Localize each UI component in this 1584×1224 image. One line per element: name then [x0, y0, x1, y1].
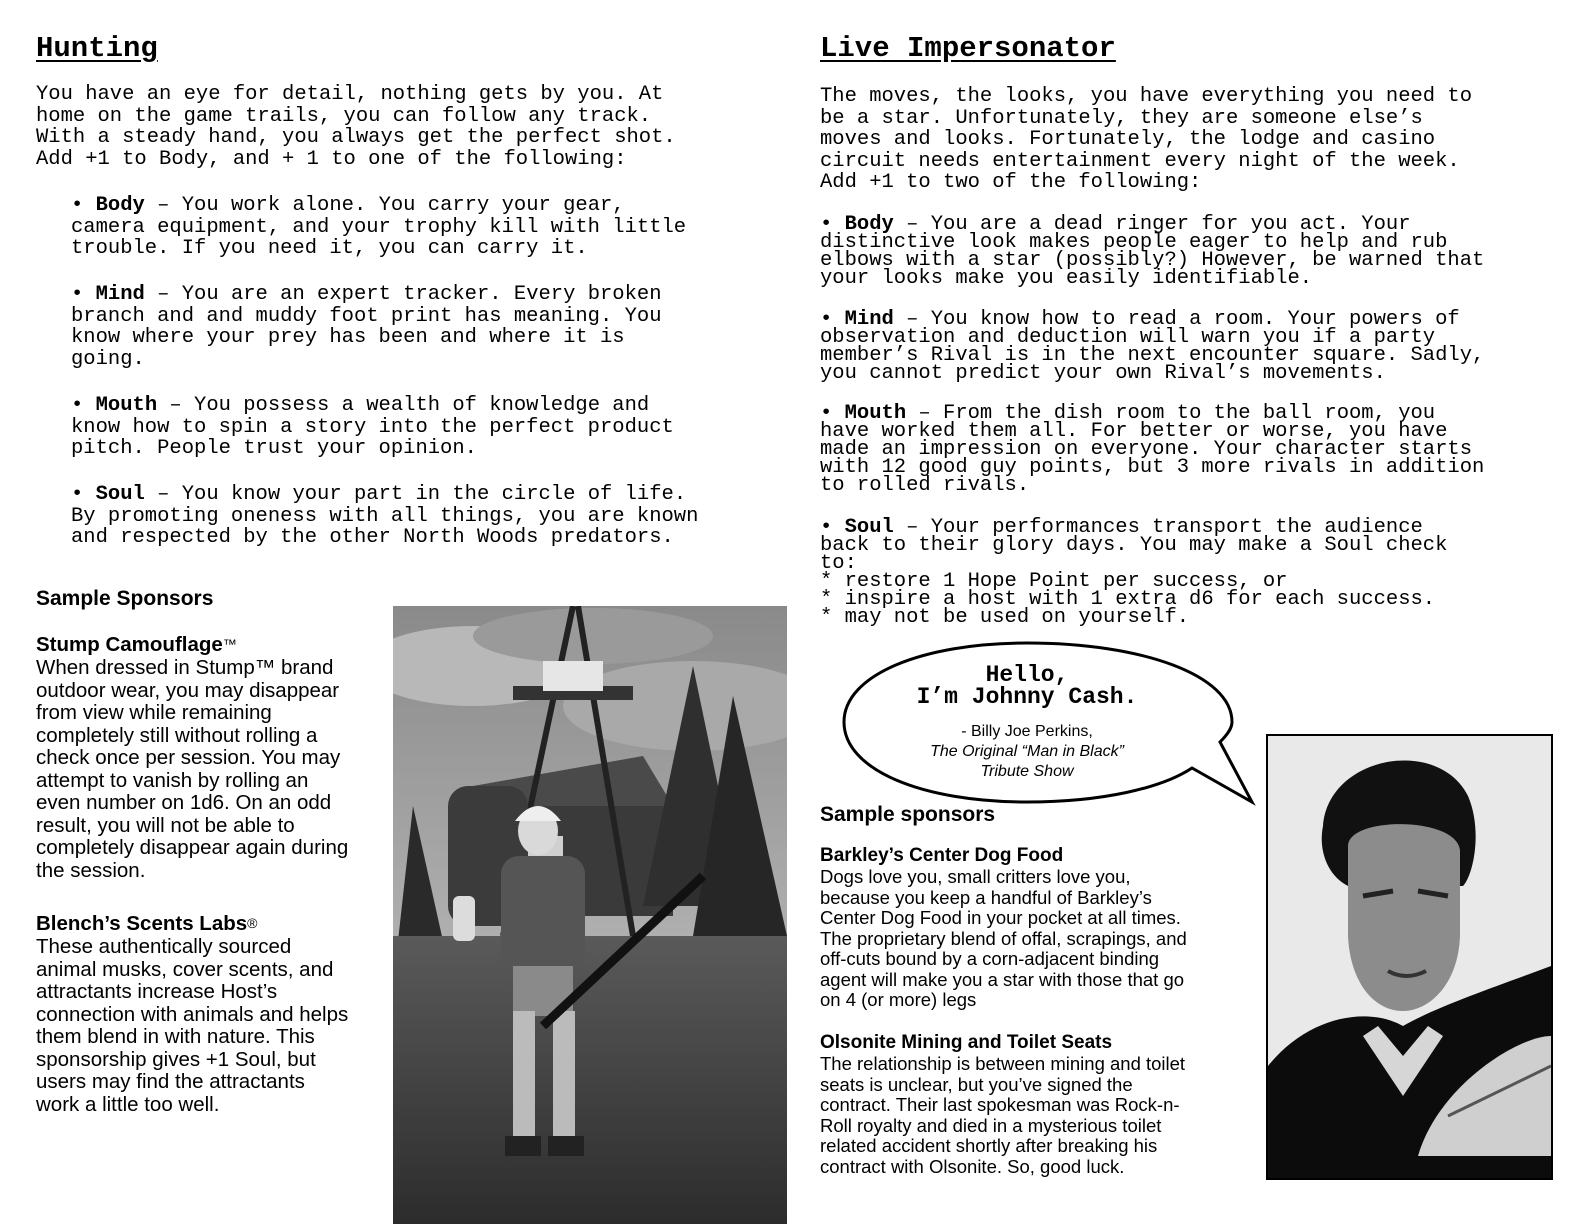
bullet-dash: –	[906, 402, 944, 425]
bullet-text: You are a dead ringer for you act. Your distinctive look makes people eager to help and rub elbows with a star (possibly?) However, be warned that your looks make you easily identifiable.	[820, 213, 1485, 290]
hunting-bullet-mouth: • Mouth – You possess a wealth of knowledge and know how to spin a story into the perfect product pitch. People trust your opinion.	[71, 394, 674, 460]
sponsor-name: Olsonite Mining and Toilet Seats	[820, 1032, 1113, 1053]
hunting-bullet-body: • Body – You work alone. You carry your gear, camera equipment, and your trophy kill with little trouble. If you need it, you can carry it.	[71, 194, 687, 260]
portrait-photo	[1266, 734, 1553, 1180]
hunting-title: Hunting	[36, 32, 158, 65]
bullet-label: Mind	[95, 283, 145, 306]
sponsor-name	[36, 911, 381, 936]
bullet-text: You work alone. You carry your gear, camera equipment, and your trophy kill with little trouble. If you need it, you can carry it.	[71, 194, 687, 260]
bullet-dash: –	[893, 213, 931, 236]
sponsor-text: Dogs love you, small critters love you, because you keep a handful of Barkley’s Center Dog Food in your pocket at all times. The proprietary blend of offal, scrapings, and off-cuts bound by a corn-adjacent binding agent will make you a star with those that go on 4 (or more) legs	[820, 866, 1187, 1010]
bullet-text: You are an expert tracker. Every broken branch and and muddy foot print has meaning. You know where your prey has been and where it is going.	[71, 283, 662, 371]
bullet-dash: –	[893, 516, 931, 539]
sponsor-stump	[36, 632, 381, 882]
impersonator-title: Live Impersonator	[820, 32, 1116, 65]
impersonator-bullet-body: • Body – You are a dead ringer for you act. Your distinctive look makes people eager to help and rub elbows with a star (possibly?) However, be warned that your looks make you easily identifiable.	[820, 213, 1485, 290]
bullet-label: Mouth	[844, 402, 907, 425]
sponsor-name	[36, 632, 381, 657]
bubble-content	[862, 664, 1192, 782]
hunter-photo-illustration	[393, 606, 787, 1224]
bullet-label: Mind	[844, 308, 894, 331]
sponsor-text: These authentically sourced animal musks, cover scents, and attractants increase Host’s connection with animals and helps them blend in with nature. This sponsorship gives +1 Soul, but users may find the attractants work a little too well.	[36, 935, 349, 1116]
bullet-dash: –	[157, 394, 195, 417]
bubble-credit-show: The Original “Man in Black”	[930, 743, 1124, 760]
hunter-photo	[393, 606, 787, 1224]
bubble-credit-show-2: Tribute Show	[980, 763, 1074, 780]
bullet-dash: –	[893, 308, 931, 331]
bullet-text: You know your part in the circle of life. By promoting oneness with all things, you are known and respected by the other North Woods predators.	[71, 483, 699, 549]
sponsor-name: Barkley’s Center Dog Food	[820, 845, 1064, 866]
hunting-bullet-soul: • Soul – You know your part in the circle of life. By promoting oneness with all things, you are known and respected by the other North Woods predators.	[71, 483, 699, 549]
sponsor-barkley	[820, 845, 1250, 1011]
bullet-label: Mouth	[95, 394, 158, 417]
sponsor-name-text: Blench’s Scents Labs	[36, 912, 248, 935]
impersonator-bullet-soul: • Soul – Your performances transport the audience back to their glory days. You may make a Soul check to: * restore 1 Hope Point per success, or * inspire a host with 1 extra d6 for each success. * may not be used on yourself.	[820, 516, 1448, 629]
bullet-label: Soul	[844, 516, 894, 539]
bullet-text: You know how to read a room. Your powers of observation and deduction will warn you if a party member’s Rival is in the next encounter square. Sadly, you cannot predict your own Rival’s movements.	[820, 308, 1485, 385]
bullet-dash: –	[144, 194, 182, 217]
bullet-dash: –	[144, 483, 182, 506]
bullet-text: From the dish room to the ball room, you have worked them all. For better or worse, you have made an impression on everyone. Your character starts with 12 good guy points, but 3 more rivals in addition to rolled rivals.	[820, 402, 1485, 497]
registered-mark: ®	[247, 915, 258, 931]
hunting-bullet-mind: • Mind – You are an expert tracker. Every broken branch and and muddy foot print has meaning. You know where your prey has been and where it is going.	[71, 283, 662, 371]
sponsor-text: When dressed in Stump™ brand outdoor wear, you may disappear from view while remaining completely still without rolling a check once per session. You may attempt to vanish by rolling an even number on 1d6. On an odd result, you will not be able to completely disappear again during the session.	[36, 656, 349, 882]
sponsor-olsonite	[820, 1032, 1250, 1177]
impersonator-sponsors-heading: Sample sponsors	[820, 803, 996, 826]
hunting-intro: You have an eye for detail, nothing gets by you. At home on the game trails, you can follow any track. With a steady hand, you always get the perfect shot. Add +1 to Body, and + 1 to one of the following:	[36, 83, 676, 171]
bullet-text: You possess a wealth of knowledge and know how to spin a story into the perfect product pitch. People trust your opinion.	[71, 394, 674, 460]
sponsor-blench	[36, 911, 381, 1116]
impersonator-intro: The moves, the looks, you have everything you need to be a star. Unfortunately, they are someone else’s moves and looks. Fortunately, the lodge and casino circuit needs entertainment every night of the week. Add +1 to two of the following:	[820, 85, 1473, 194]
bullet-label: Body	[844, 213, 894, 236]
impersonator-bullet-mind: • Mind – You know how to read a room. Your powers of observation and deduction will warn you if a party member’s Rival is in the next encounter square. Sadly, you cannot predict your own Rival’s movements.	[820, 308, 1485, 385]
sponsor-text: The relationship is between mining and toilet seats is unclear, but you’ve signed the contract. Their last spokesman was Rock-n- Roll royalty and died in a mysterious toilet related accident shortly after breaking his contract with Olsonite. So, good luck.	[820, 1053, 1186, 1177]
sponsor-name-text: Stump Camouflage	[36, 633, 223, 656]
bullet-label: Body	[95, 194, 145, 217]
impersonator-bullet-mouth: • Mouth – From the dish room to the ball room, you have worked them all. For better or worse, you have made an impression on everyone. Your character starts with 12 good guy points, but 3 more rivals in addition to rolled rivals.	[820, 402, 1485, 497]
portrait-photo-illustration	[1268, 736, 1551, 1178]
trademark-mark: ™	[222, 636, 237, 652]
bullet-text: Your performances transport the audience back to their glory days. You may make a Soul check to: * restore 1 Hope Point per success, or * inspire a host with 1 extra d6 for each success. * may not be used on yourself.	[820, 516, 1448, 629]
bullet-dash: –	[144, 283, 182, 306]
bullet-label: Soul	[95, 483, 145, 506]
bubble-quote: Hello, I’m Johnny Cash.	[916, 662, 1138, 710]
bubble-credit-author: - Billy Joe Perkins,	[961, 723, 1093, 740]
hunting-sponsors-heading: Sample Sponsors	[36, 587, 214, 610]
